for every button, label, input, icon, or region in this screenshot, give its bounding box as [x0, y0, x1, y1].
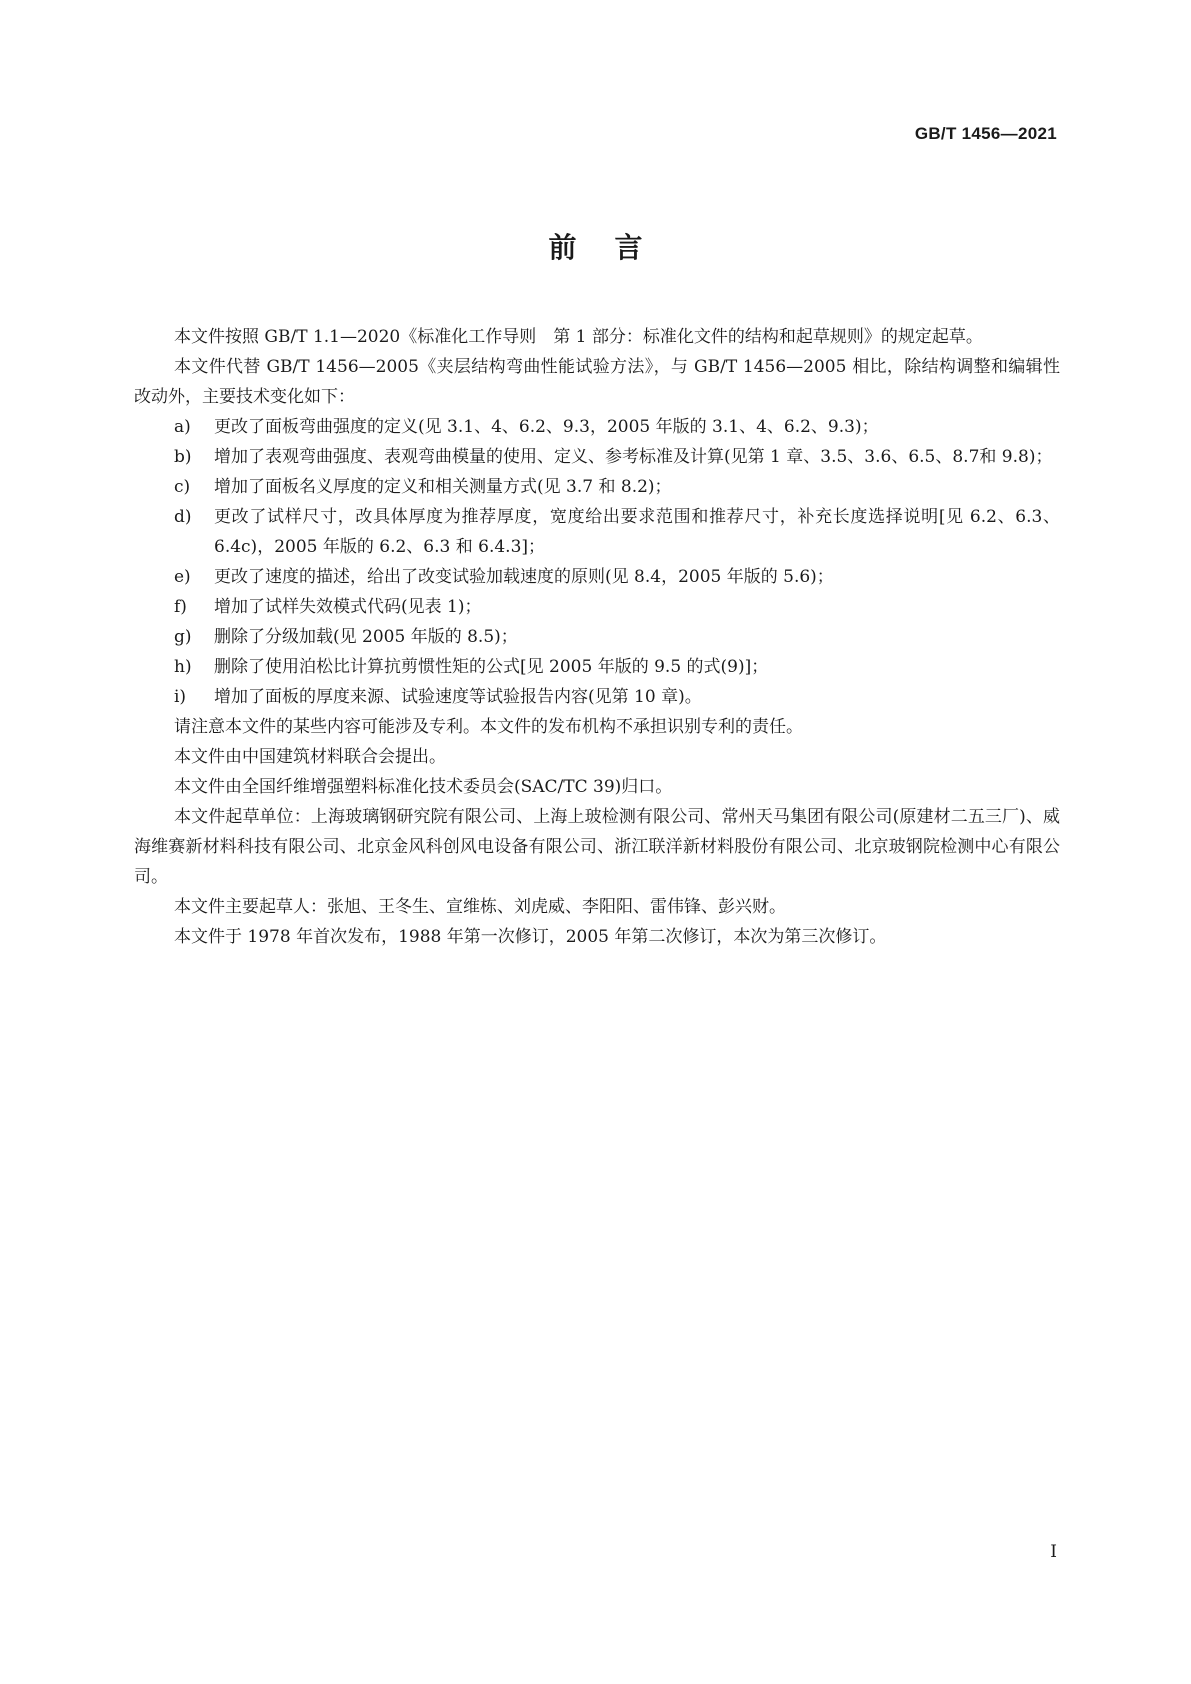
list-marker: a) [174, 417, 191, 437]
list-item-change-e [134, 562, 1060, 592]
list-marker: d) [174, 507, 192, 527]
list-item-change-d [134, 502, 1060, 562]
list-item-text: 删除了分级加载(见 2005 年版的 8.5)； [214, 627, 518, 647]
list-item-change-i [134, 682, 1060, 712]
list-marker: i) [174, 687, 187, 707]
standard-code: GB/T 1456—2021 [914, 124, 1057, 143]
list-item-change-a [134, 412, 1060, 442]
paragraph-drafters: 本文件主要起草人：张旭、王冬生、宣维栋、刘虎威、李阳阳、雷伟锋、彭兴财。 [174, 897, 786, 917]
paragraph-committee: 本文件由全国纤维增强塑料标准化技术委员会(SAC/TC 39)归口。 [174, 777, 673, 797]
foreword-body [134, 322, 1060, 952]
paragraph-drafting-rules: 本文件按照 GB/T 1.1—2020《标准化工作导则 第 1 部分：标准化文件的结构和起草规则》的规定起草。 [174, 327, 983, 347]
list-marker: g) [174, 627, 192, 647]
list-marker: e) [174, 567, 191, 587]
list-item-text: 删除了使用泊松比计算抗剪惯性矩的公式[见 2005 年版的 9.5 的式(9)]； [214, 657, 769, 677]
list-item-text: 增加了面板的厚度来源、试验速度等试验报告内容(见第 10 章)。 [214, 687, 702, 707]
page-title: 前言 [548, 231, 681, 264]
list-item-change-h [134, 652, 1060, 682]
list-item-text: 增加了表观弯曲强度、表观弯曲模量的使用、定义、参考标准及计算(见第 1 章、3.5、3.6、6.5、8.7和 9.8)； [214, 447, 1053, 467]
paragraph-drafting-units: 本文件起草单位：上海玻璃钢研究院有限公司、上海上玻检测有限公司、常州天马集团有限公司(原建材二五三厂)、威海维赛新材料科技有限公司、北京金风科创风电设备有限公司、浙江联洋新材料股份有限公司、北京玻钢院检测中心有限公司。 [134, 807, 1060, 887]
paragraph-proposer: 本文件由中国建筑材料联合会提出。 [174, 747, 446, 767]
list-item-change-g [134, 622, 1060, 652]
paragraph-history: 本文件于 1978 年首次发布，1988 年第一次修订，2005 年第二次修订，本次为第三次修订。 [174, 927, 887, 947]
paragraph-replaces: 本文件代替 GB/T 1456—2005《夹层结构弯曲性能试验方法》，与 GB/T 1456—2005 相比，除结构调整和编辑性改动外，主要技术变化如下： [134, 357, 1060, 407]
list-marker: c) [174, 477, 191, 497]
list-item-text: 更改了试样尺寸，改具体厚度为推荐厚度，宽度给出要求范围和推荐尺寸，补充长度选择说明[见 6.2、6.3、6.4c)，2005 年版的 6.2、6.3 和 6.4.3]； [214, 507, 1060, 557]
page-number: I [1050, 1542, 1057, 1562]
list-item-text: 增加了试样失效模式代码(见表 1)； [214, 597, 482, 617]
list-item-text: 增加了面板名义厚度的定义和相关测量方式(见 3.7 和 8.2)； [214, 477, 672, 497]
list-item-text: 更改了面板弯曲强度的定义(见 3.1、4、6.2、9.3，2005 年版的 3.1、4、6.2、9.3)； [214, 417, 879, 437]
list-marker: f) [174, 597, 187, 617]
paragraph-patent-notice: 请注意本文件的某些内容可能涉及专利。本文件的发布机构不承担识别专利的责任。 [174, 717, 803, 737]
list-marker: b) [174, 447, 192, 467]
list-item-change-c [134, 472, 1060, 502]
list-item-change-b [134, 442, 1060, 472]
list-item-text: 更改了速度的描述，给出了改变试验加载速度的原则(见 8.4，2005 年版的 5.6)； [214, 567, 834, 587]
list-item-change-f [134, 592, 1060, 622]
list-marker: h) [174, 657, 192, 677]
